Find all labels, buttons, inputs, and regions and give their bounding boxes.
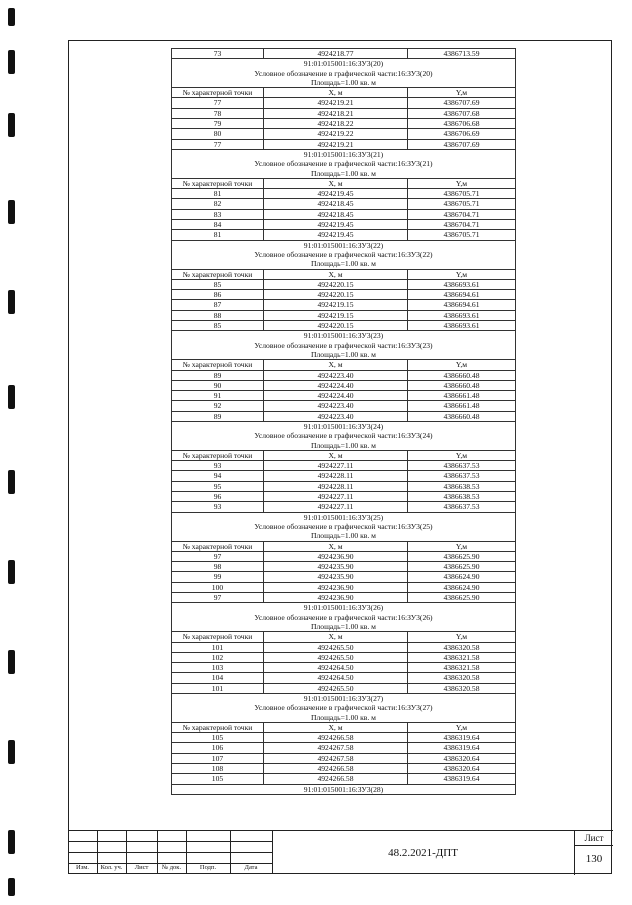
table-row [172, 129, 516, 139]
stamp-column-label: Подп. [199, 864, 217, 871]
table-row [172, 310, 516, 320]
y-coordinate-cell: 4386706.69 [408, 129, 516, 139]
sheet-divider [575, 845, 613, 846]
header-point-number: № характерной точки [172, 722, 264, 732]
x-coordinate-cell: 4924218.22 [264, 119, 408, 129]
x-coordinate-cell: 4924220.15 [264, 290, 408, 300]
header-row [172, 450, 516, 460]
grid-line [68, 852, 272, 853]
y-coordinate-cell: 4386624.90 [408, 582, 516, 592]
y-coordinate-cell: 4386661.48 [408, 401, 516, 411]
header-row [172, 632, 516, 642]
y-coordinate-cell: 4386660.48 [408, 380, 516, 390]
merged-cell: Площадь=1.00 кв. м [172, 78, 516, 88]
y-coordinate-cell: 4386637.53 [408, 502, 516, 512]
sheet-box [574, 830, 613, 875]
point-number-cell: 83 [172, 209, 264, 219]
merged-cell: Площадь=1.00 кв. м [172, 169, 516, 179]
table-row [172, 551, 516, 561]
point-number-cell: 93 [172, 502, 264, 512]
table-row [172, 663, 516, 673]
x-coordinate-cell: 4924219.45 [264, 230, 408, 240]
x-coordinate-cell: 4924266.58 [264, 774, 408, 784]
header-x: X, м [264, 541, 408, 551]
header-row [172, 541, 516, 551]
merged-row [172, 512, 516, 522]
point-number-cell: 77 [172, 98, 264, 108]
binding-hole [8, 650, 15, 674]
table-row [172, 502, 516, 512]
merged-cell: 91:01:015001:16:ЗУ3(27) [172, 694, 516, 704]
stamp-column-label: Дата [244, 864, 258, 871]
header-point-number: № характерной точки [172, 450, 264, 460]
point-number-cell: 93 [172, 461, 264, 471]
y-coordinate-cell: 4386319.64 [408, 733, 516, 743]
point-number-cell: 81 [172, 230, 264, 240]
revision-grid [68, 830, 273, 874]
header-y: Y,м [408, 88, 516, 98]
x-coordinate-cell: 4924228.11 [264, 471, 408, 481]
merged-row [172, 613, 516, 622]
y-coordinate-cell: 4386704.71 [408, 220, 516, 230]
binding-hole [8, 8, 15, 26]
coordinates-table-wrapper [171, 48, 515, 795]
merged-cell: 91:01:015001:16:ЗУ3(23) [172, 331, 516, 341]
point-number-cell: 97 [172, 551, 264, 561]
header-x: X, м [264, 450, 408, 460]
merged-cell: 91:01:015001:16:ЗУ3(22) [172, 240, 516, 250]
table-row [172, 492, 516, 502]
merged-cell: Условное обозначение в графической части:16:ЗУ3(20) [172, 69, 516, 78]
binding-hole [8, 740, 15, 764]
table-row [172, 401, 516, 411]
merged-row [172, 259, 516, 269]
table-row [172, 380, 516, 390]
x-coordinate-cell: 4924266.58 [264, 733, 408, 743]
merged-row [172, 522, 516, 531]
table-row [172, 471, 516, 481]
table-row [172, 209, 516, 219]
point-number-cell: 103 [172, 663, 264, 673]
x-coordinate-cell: 4924220.15 [264, 279, 408, 289]
table-row [172, 279, 516, 289]
point-number-cell: 82 [172, 199, 264, 209]
table-row [172, 562, 516, 572]
y-coordinate-cell: 4386706.68 [408, 119, 516, 129]
table-row [172, 593, 516, 603]
merged-cell: Условное обозначение в графической части:16:ЗУ3(23) [172, 341, 516, 350]
y-coordinate-cell: 4386625.90 [408, 593, 516, 603]
x-coordinate-cell: 4924227.11 [264, 461, 408, 471]
point-number-cell: 77 [172, 139, 264, 149]
point-number-cell: 79 [172, 119, 264, 129]
table-row [172, 230, 516, 240]
table-row [172, 139, 516, 149]
point-number-cell: 88 [172, 310, 264, 320]
x-coordinate-cell: 4924219.15 [264, 300, 408, 310]
binding-hole [8, 878, 15, 896]
point-number-cell: 90 [172, 380, 264, 390]
x-coordinate-cell: 4924219.45 [264, 220, 408, 230]
merged-row [172, 59, 516, 69]
y-coordinate-cell: 4386707.69 [408, 139, 516, 149]
table-row [172, 582, 516, 592]
merged-cell: Условное обозначение в графической части:16:ЗУ3(26) [172, 613, 516, 622]
y-coordinate-cell: 4386707.69 [408, 98, 516, 108]
y-coordinate-cell: 4386705.71 [408, 189, 516, 199]
table-row [172, 652, 516, 662]
x-coordinate-cell: 4924235.90 [264, 572, 408, 582]
header-point-number: № характерной точки [172, 88, 264, 98]
merged-row [172, 441, 516, 451]
sheet-number: 130 [585, 853, 603, 865]
table-row [172, 199, 516, 209]
merged-row [172, 694, 516, 704]
binding-hole [8, 470, 15, 494]
header-x: X, м [264, 632, 408, 642]
stamp-column-label: Кол. уч. [100, 864, 123, 871]
y-coordinate-cell: 4386660.48 [408, 411, 516, 421]
header-x: X, м [264, 269, 408, 279]
table-row [172, 98, 516, 108]
x-coordinate-cell: 4924235.90 [264, 562, 408, 572]
y-coordinate-cell: 4386704.71 [408, 209, 516, 219]
y-coordinate-cell: 4386694.61 [408, 290, 516, 300]
x-coordinate-cell: 4924236.90 [264, 551, 408, 561]
merged-row [172, 531, 516, 541]
merged-row [172, 603, 516, 613]
point-number-cell: 104 [172, 673, 264, 683]
merged-cell: 91:01:015001:16:ЗУ3(24) [172, 421, 516, 431]
merged-cell: 91:01:015001:16:ЗУ3(20) [172, 59, 516, 69]
x-coordinate-cell: 4924223.40 [264, 401, 408, 411]
merged-cell: Площадь=1.00 кв. м [172, 713, 516, 723]
x-coordinate-cell: 4924227.11 [264, 502, 408, 512]
table-row [172, 733, 516, 743]
point-number-cell: 84 [172, 220, 264, 230]
point-number-cell: 81 [172, 189, 264, 199]
table-row [172, 370, 516, 380]
binding-hole [8, 560, 15, 584]
binding-hole [8, 113, 15, 137]
table-row [172, 300, 516, 310]
y-coordinate-cell: 4386625.90 [408, 551, 516, 561]
x-coordinate-cell: 4924218.77 [264, 49, 408, 59]
y-coordinate-cell: 4386693.61 [408, 321, 516, 331]
point-number-cell: 99 [172, 572, 264, 582]
header-x: X, м [264, 722, 408, 732]
y-coordinate-cell: 4386320.64 [408, 764, 516, 774]
merged-row [172, 350, 516, 360]
table-row [172, 290, 516, 300]
merged-row [172, 622, 516, 632]
title-block [68, 830, 612, 874]
x-coordinate-cell: 4924265.50 [264, 642, 408, 652]
binding-hole [8, 385, 15, 409]
point-number-cell: 98 [172, 562, 264, 572]
table-row [172, 774, 516, 784]
header-point-number: № характерной точки [172, 541, 264, 551]
x-coordinate-cell: 4924219.21 [264, 98, 408, 108]
merged-row [172, 431, 516, 440]
header-x: X, м [264, 360, 408, 370]
x-coordinate-cell: 4924267.58 [264, 753, 408, 763]
merged-cell: Площадь=1.00 кв. м [172, 350, 516, 360]
point-number-cell: 97 [172, 593, 264, 603]
table-row [172, 642, 516, 652]
header-point-number: № характерной точки [172, 269, 264, 279]
merged-cell: Площадь=1.00 кв. м [172, 531, 516, 541]
header-row [172, 88, 516, 98]
header-y: Y,м [408, 722, 516, 732]
merged-cell: Условное обозначение в графической части:16:ЗУ3(24) [172, 431, 516, 440]
header-row [172, 269, 516, 279]
point-number-cell: 105 [172, 774, 264, 784]
x-coordinate-cell: 4924266.58 [264, 764, 408, 774]
header-y: Y,м [408, 450, 516, 460]
table-row [172, 220, 516, 230]
y-coordinate-cell: 4386638.53 [408, 492, 516, 502]
table-row [172, 753, 516, 763]
point-number-cell: 87 [172, 300, 264, 310]
header-y: Y,м [408, 360, 516, 370]
grid-line [68, 841, 272, 842]
x-coordinate-cell: 4924218.45 [264, 209, 408, 219]
y-coordinate-cell: 4386705.71 [408, 199, 516, 209]
table-row [172, 572, 516, 582]
table-row [172, 189, 516, 199]
point-number-cell: 92 [172, 401, 264, 411]
stamp-column-label: Лист [134, 864, 149, 871]
table-row [172, 411, 516, 421]
point-number-cell: 96 [172, 492, 264, 502]
y-coordinate-cell: 4386320.64 [408, 753, 516, 763]
y-coordinate-cell: 4386320.58 [408, 673, 516, 683]
merged-row [172, 240, 516, 250]
y-coordinate-cell: 4386321.58 [408, 652, 516, 662]
x-coordinate-cell: 4924219.21 [264, 139, 408, 149]
header-point-number: № характерной точки [172, 632, 264, 642]
stamp-column-label: № док. [161, 864, 182, 871]
header-point-number: № характерной точки [172, 178, 264, 188]
merged-row [172, 149, 516, 159]
y-coordinate-cell: 4386705.71 [408, 230, 516, 240]
x-coordinate-cell: 4924265.50 [264, 683, 408, 693]
header-x: X, м [264, 178, 408, 188]
table-row [172, 119, 516, 129]
header-x: X, м [264, 88, 408, 98]
merged-row [172, 421, 516, 431]
y-coordinate-cell: 4386319.64 [408, 774, 516, 784]
header-y: Y,м [408, 178, 516, 188]
x-coordinate-cell: 4924236.90 [264, 593, 408, 603]
x-coordinate-cell: 4924264.50 [264, 673, 408, 683]
table-row [172, 391, 516, 401]
point-number-cell: 89 [172, 370, 264, 380]
point-number-cell: 101 [172, 683, 264, 693]
x-coordinate-cell: 4924264.50 [264, 663, 408, 673]
header-y: Y,м [408, 632, 516, 642]
merged-row [172, 250, 516, 259]
y-coordinate-cell: 4386625.90 [408, 562, 516, 572]
merged-row [172, 784, 516, 794]
merged-cell: Условное обозначение в графической части:16:ЗУ3(21) [172, 159, 516, 168]
x-coordinate-cell: 4924220.15 [264, 321, 408, 331]
binding-hole [8, 200, 15, 224]
y-coordinate-cell: 4386713.59 [408, 49, 516, 59]
point-number-cell: 91 [172, 391, 264, 401]
header-row [172, 360, 516, 370]
y-coordinate-cell: 4386694.61 [408, 300, 516, 310]
x-coordinate-cell: 4924223.40 [264, 411, 408, 421]
binding-hole [8, 50, 15, 74]
point-number-cell: 106 [172, 743, 264, 753]
x-coordinate-cell: 4924219.22 [264, 129, 408, 139]
header-row [172, 178, 516, 188]
merged-cell: 91:01:015001:16:ЗУ3(26) [172, 603, 516, 613]
y-coordinate-cell: 4386707.68 [408, 108, 516, 118]
table-row [172, 108, 516, 118]
x-coordinate-cell: 4924227.11 [264, 492, 408, 502]
header-point-number: № характерной точки [172, 360, 264, 370]
x-coordinate-cell: 4924218.45 [264, 199, 408, 209]
x-coordinate-cell: 4924219.45 [264, 189, 408, 199]
coordinates-table [171, 48, 516, 795]
point-number-cell: 94 [172, 471, 264, 481]
binding-hole [8, 290, 15, 314]
point-number-cell: 85 [172, 279, 264, 289]
x-coordinate-cell: 4924223.40 [264, 370, 408, 380]
y-coordinate-cell: 4386321.58 [408, 663, 516, 673]
point-number-cell: 86 [172, 290, 264, 300]
y-coordinate-cell: 4386637.53 [408, 471, 516, 481]
table-row [172, 743, 516, 753]
y-coordinate-cell: 4386319.64 [408, 743, 516, 753]
point-number-cell: 100 [172, 582, 264, 592]
merged-cell: 91:01:015001:16:ЗУ3(28) [172, 784, 516, 794]
merged-row [172, 159, 516, 168]
point-number-cell: 105 [172, 733, 264, 743]
y-coordinate-cell: 4386320.58 [408, 683, 516, 693]
merged-cell: 91:01:015001:16:ЗУ3(21) [172, 149, 516, 159]
table-row [172, 49, 516, 59]
y-coordinate-cell: 4386638.53 [408, 481, 516, 491]
merged-cell: Условное обозначение в графической части:16:ЗУ3(22) [172, 250, 516, 259]
point-number-cell: 78 [172, 108, 264, 118]
table-row [172, 481, 516, 491]
table-row [172, 683, 516, 693]
point-number-cell: 102 [172, 652, 264, 662]
point-number-cell: 95 [172, 481, 264, 491]
x-coordinate-cell: 4924218.21 [264, 108, 408, 118]
point-number-cell: 85 [172, 321, 264, 331]
merged-row [172, 341, 516, 350]
x-coordinate-cell: 4924224.40 [264, 380, 408, 390]
x-coordinate-cell: 4924265.50 [264, 652, 408, 662]
binding-marks [6, 0, 20, 905]
y-coordinate-cell: 4386660.48 [408, 370, 516, 380]
merged-cell: Площадь=1.00 кв. м [172, 622, 516, 632]
point-number-cell: 73 [172, 49, 264, 59]
table-row [172, 764, 516, 774]
table-row [172, 673, 516, 683]
x-coordinate-cell: 4924219.15 [264, 310, 408, 320]
merged-cell: 91:01:015001:16:ЗУ3(25) [172, 512, 516, 522]
x-coordinate-cell: 4924267.58 [264, 743, 408, 753]
merged-row [172, 169, 516, 179]
merged-row [172, 69, 516, 78]
y-coordinate-cell: 4386624.90 [408, 572, 516, 582]
y-coordinate-cell: 4386661.48 [408, 391, 516, 401]
y-coordinate-cell: 4386693.61 [408, 279, 516, 289]
table-row [172, 461, 516, 471]
stamp-column-label: Изм. [76, 864, 89, 871]
merged-row [172, 78, 516, 88]
merged-row [172, 331, 516, 341]
y-coordinate-cell: 4386637.53 [408, 461, 516, 471]
x-coordinate-cell: 4924224.40 [264, 391, 408, 401]
merged-cell: Условное обозначение в графической части:16:ЗУ3(27) [172, 703, 516, 712]
merged-row [172, 703, 516, 712]
merged-cell: Условное обозначение в графической части:16:ЗУ3(25) [172, 522, 516, 531]
point-number-cell: 89 [172, 411, 264, 421]
binding-hole [8, 830, 15, 854]
x-coordinate-cell: 4924228.11 [264, 481, 408, 491]
point-number-cell: 107 [172, 753, 264, 763]
merged-cell: Площадь=1.00 кв. м [172, 259, 516, 269]
header-y: Y,м [408, 269, 516, 279]
merged-row [172, 713, 516, 723]
y-coordinate-cell: 4386320.58 [408, 642, 516, 652]
header-row [172, 722, 516, 732]
merged-cell: Площадь=1.00 кв. м [172, 441, 516, 451]
y-coordinate-cell: 4386693.61 [408, 310, 516, 320]
point-number-cell: 80 [172, 129, 264, 139]
sheet-label: Лист [584, 833, 604, 843]
point-number-cell: 101 [172, 642, 264, 652]
x-coordinate-cell: 4924236.90 [264, 582, 408, 592]
point-number-cell: 108 [172, 764, 264, 774]
grid-line [68, 830, 272, 831]
document-code: 48.2.2021-ДПТ [272, 830, 574, 875]
table-row [172, 321, 516, 331]
header-y: Y,м [408, 541, 516, 551]
